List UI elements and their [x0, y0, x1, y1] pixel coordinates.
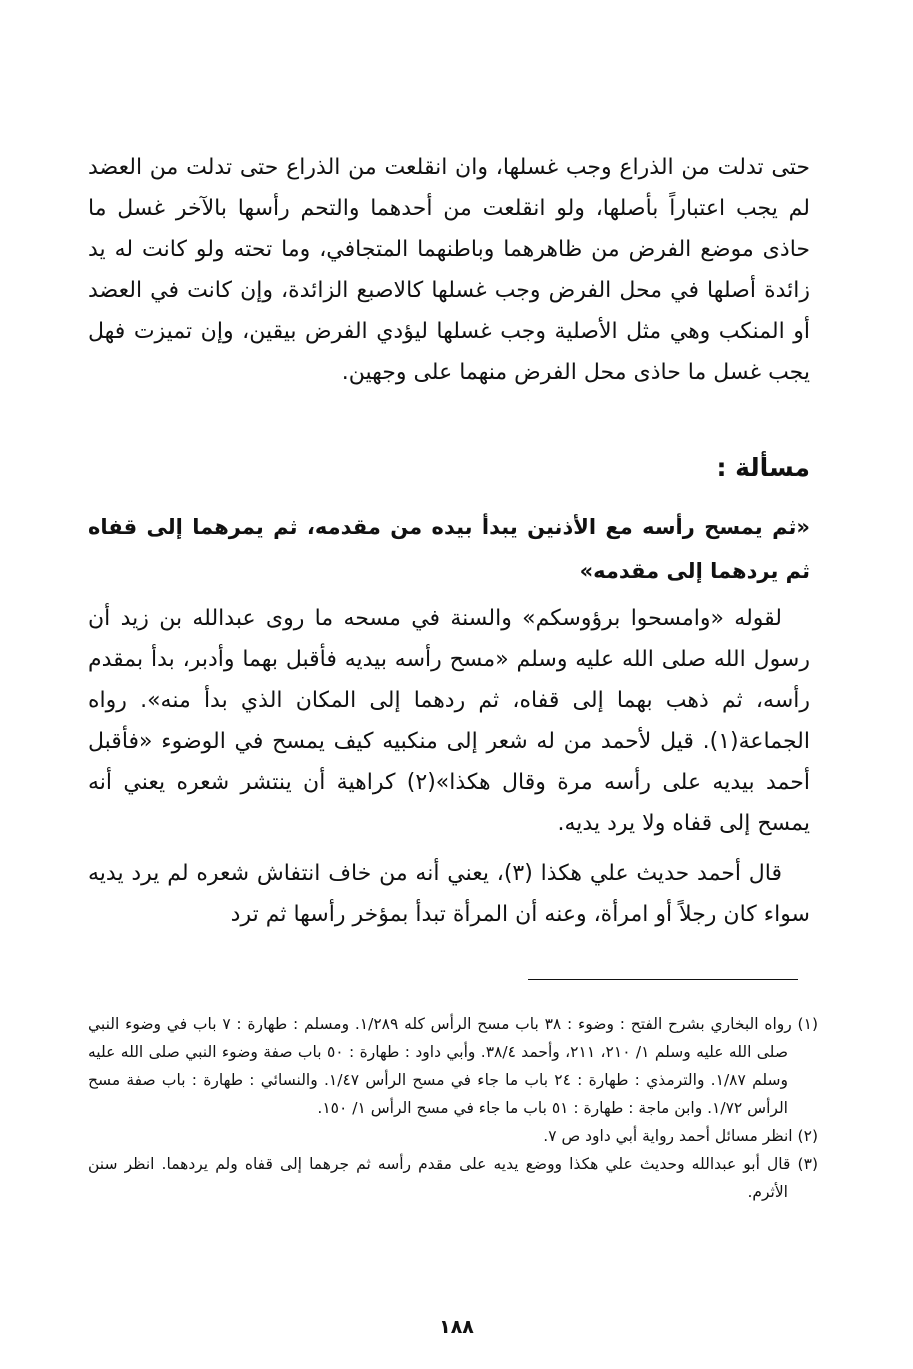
footnote-item — [88, 1122, 818, 1150]
footnote-text: رواه البخاري بشرح الفتح : وضوء : ٣٨ باب مسح الرأس كله ١/٢٨٩. ومسلم : طهارة : ٧ باب في وضوء النبي صلى الله عليه وسلم ١/ ٢١٠، ٢١١، وأحمد ٣٨/٤. وأبي داود : طهارة : ٥٠ باب صفة وضوء النبي صلى الله عليه وسلم ١/٨٧. والترمذي : طهارة : ٢٤ باب ما جاء في مسح الرأس ١/٤٧. والنسائي : طهارة : باب صفة مسح الرأس ١/٧٢. وابن ماجة : طهارة : ٥١ باب ما جاء في مسح الرأس ١/ ١٥٠. — [88, 1015, 792, 1117]
section-quote: «ثم يمسح رأسه مع الأذنين يبدأ بيده من مقدمه، ثم يمرهما إلى قفاه ثم يردهما إلى مقدمه» — [88, 515, 810, 583]
section-heading: مسألة : — [716, 453, 810, 482]
footnote-item — [88, 1010, 818, 1122]
footnote-number: (٣) — [797, 1155, 818, 1173]
footnote-item — [88, 1150, 818, 1206]
paragraph-continuation: حتى تدلت من الذراع وجب غسلها، وان انقلعت من الذراع حتى تدلت من العضد لم يجب اعتباراً بأصلها، ولو انقلعت من أحدهما والتحم رأسها بالآخر غسل ما حاذى موضع الفرض من ظاهرهما وباطنهما المتجافي، وما تحته ولو كانت له يد زائدة أصلها في محل الفرض وجب غسلها كالاصبع الزائدة، وإن كانت في العضد أو المنكب وهي مثل الأصلية وجب غسلها ليؤدي الفرض بيقين، وإن تميزت فهل يجب غسل ما حاذى محل الفرض منهما على وجهين. — [88, 155, 810, 385]
footnotes-list — [88, 1010, 818, 1206]
footnote-text: قال أبو عبدالله وحديث علي هكذا ووضع يديه على مقدم رأسه ثم جرهما إلى قفاه ولم يردهما. انظر سنن الأثرم. — [88, 1155, 791, 1201]
footnote-number: (٢) — [797, 1127, 818, 1145]
footnote-text: انظر مسائل أحمد رواية أبي داود ص ٧. — [543, 1127, 793, 1145]
footnote-separator — [528, 979, 798, 980]
page-number: ١٨٨ — [439, 1316, 474, 1338]
paragraph-ahmad-narration: قال أحمد حديث علي هكذا (٣)، يعني أنه من خاف انتفاش شعره لم يرد يديه سواء كان رجلاً أو امرأة، وعنه أن المرأة تبدأ بمؤخر رأسها ثم ترد — [88, 861, 810, 927]
footnote-number: (١) — [797, 1015, 818, 1033]
paragraph-commentary: لقوله «وامسحوا برؤوسكم» والسنة في مسحه ما روى عبدالله بن زيد أن رسول الله صلى الله عليه وسلم «مسح رأسه بيديه فأقبل بهما وأدبر، بدأ بمقدم رأسه، ثم ذهب بهما إلى قفاه، ثم ردهما إلى المكان الذي بدأ منه». رواه الجماعة(١). قيل لأحمد من له شعر إلى منكبيه كيف يمسح في الوضوء «فأقبل أحمد بيديه على رأسه مرة وقال هكذا»(٢) كراهية أن ينتشر شعره يعني أنه يمسح إلى قفاه ولا يرد يديه. — [88, 606, 810, 836]
